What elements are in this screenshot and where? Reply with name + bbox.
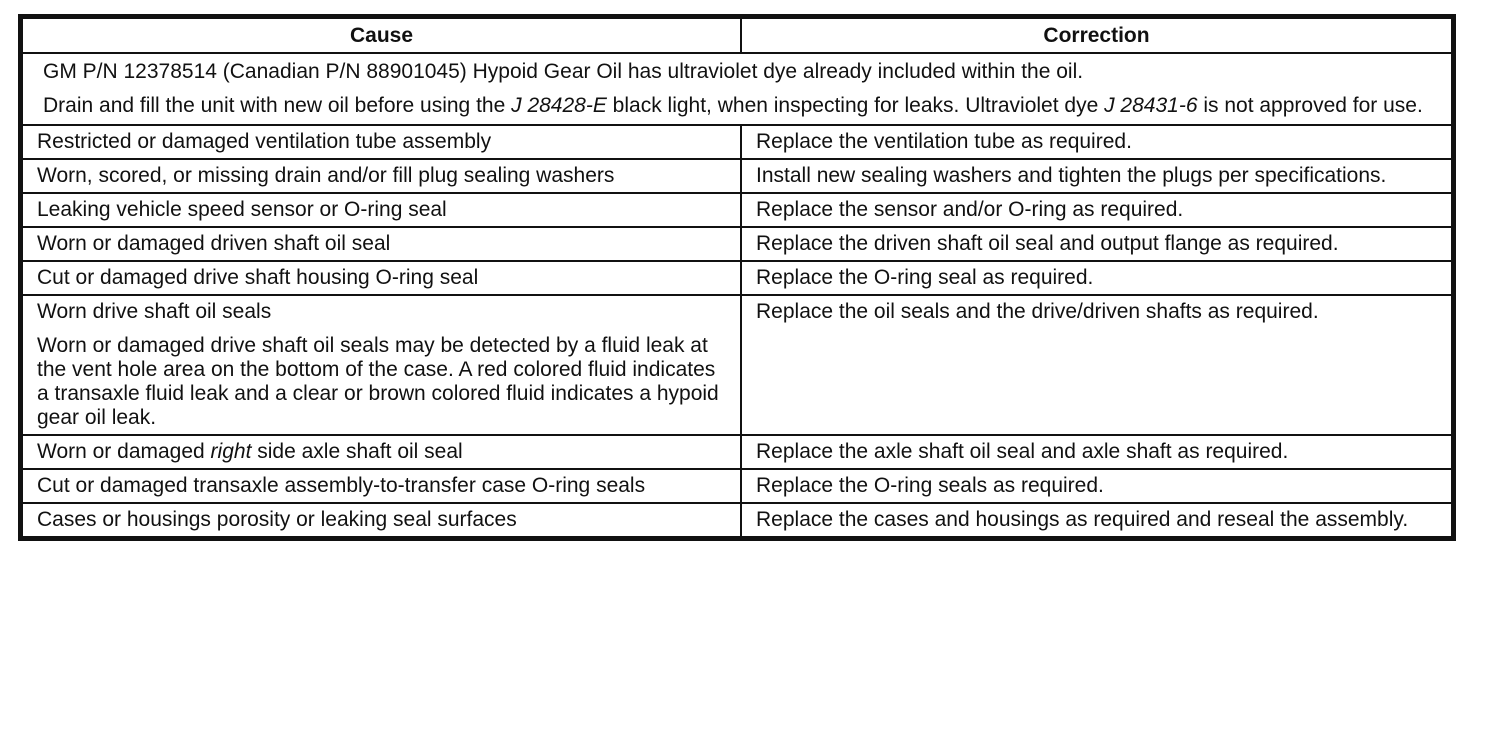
table-row xyxy=(22,261,1452,295)
cause-text-b: side axle shaft oil seal xyxy=(251,440,463,463)
note-text-a: Drain and fill the unit with new oil before using the xyxy=(43,94,512,117)
diagnosis-table xyxy=(21,17,1453,538)
cause-column-header: Cause xyxy=(22,18,741,53)
cause-cell xyxy=(22,435,741,469)
table-row xyxy=(22,435,1452,469)
cause-side-emphasis: right xyxy=(210,440,252,463)
table-row xyxy=(22,125,1452,159)
diagnosis-table-frame xyxy=(18,14,1456,541)
table-row xyxy=(22,159,1452,193)
table-row xyxy=(22,503,1452,537)
table-row xyxy=(22,193,1452,227)
note-row xyxy=(22,53,1452,125)
cause-cell: Leaking vehicle speed sensor or O-ring seal xyxy=(22,193,741,227)
correction-cell: Replace the axle shaft oil seal and axle shaft as required. xyxy=(741,435,1452,469)
cause-cell xyxy=(22,295,741,435)
correction-cell: Replace the oil seals and the drive/driven shafts as required. xyxy=(741,295,1452,435)
cause-cell: Worn or damaged driven shaft oil seal xyxy=(22,227,741,261)
correction-cell: Replace the driven shaft oil seal and output flange as required. xyxy=(741,227,1452,261)
note-text-c: is not approved for use. xyxy=(1197,94,1423,117)
cause-cell: Cases or housings porosity or leaking seal surfaces xyxy=(22,503,741,537)
note-cell xyxy=(22,53,1452,125)
cause-text-a: Worn or damaged xyxy=(37,440,211,463)
table-row xyxy=(22,227,1452,261)
correction-column-header: Correction xyxy=(741,18,1452,53)
table-header-row xyxy=(22,18,1452,53)
cause-cell: Cut or damaged transaxle assembly-to-transfer case O-ring seals xyxy=(22,469,741,503)
correction-cell: Replace the cases and housings as required and reseal the assembly. xyxy=(741,503,1452,537)
cause-cell: Restricted or damaged ventilation tube assembly xyxy=(22,125,741,159)
correction-cell: Replace the sensor and/or O-ring as required. xyxy=(741,193,1452,227)
table-row xyxy=(22,295,1452,435)
correction-cell: Replace the O-ring seal as required. xyxy=(741,261,1452,295)
note-line-1: GM P/N 12378514 (Canadian P/N 88901045) Hypoid Gear Oil has ultraviolet dye already included within the oil. xyxy=(43,60,1084,83)
correction-cell: Install new sealing washers and tighten the plugs per specifications. xyxy=(741,159,1452,193)
table-row xyxy=(22,469,1452,503)
note-text-b: black light, when inspecting for leaks. Ultraviolet dye xyxy=(606,94,1105,117)
cause-cell: Cut or damaged drive shaft housing O-ring seal xyxy=(22,261,741,295)
cause-cell: Worn, scored, or missing drain and/or fill plug sealing washers xyxy=(22,159,741,193)
cause-detail: Worn or damaged drive shaft oil seals may be detected by a fluid leak at the vent hole area on the bottom of the case. A red colored fluid indicates a transaxle fluid leak and a clear or brown colored fluid indicates a hypoid gear oil leak. xyxy=(37,334,719,429)
tool-uv-dye: J 28431-6 xyxy=(1104,94,1198,117)
correction-cell: Replace the ventilation tube as required. xyxy=(741,125,1452,159)
tool-black-light: J 28428-E xyxy=(511,94,607,117)
correction-cell: Replace the O-ring seals as required. xyxy=(741,469,1452,503)
cause-title: Worn drive shaft oil seals xyxy=(37,300,272,323)
note-line-2 xyxy=(43,94,1437,118)
